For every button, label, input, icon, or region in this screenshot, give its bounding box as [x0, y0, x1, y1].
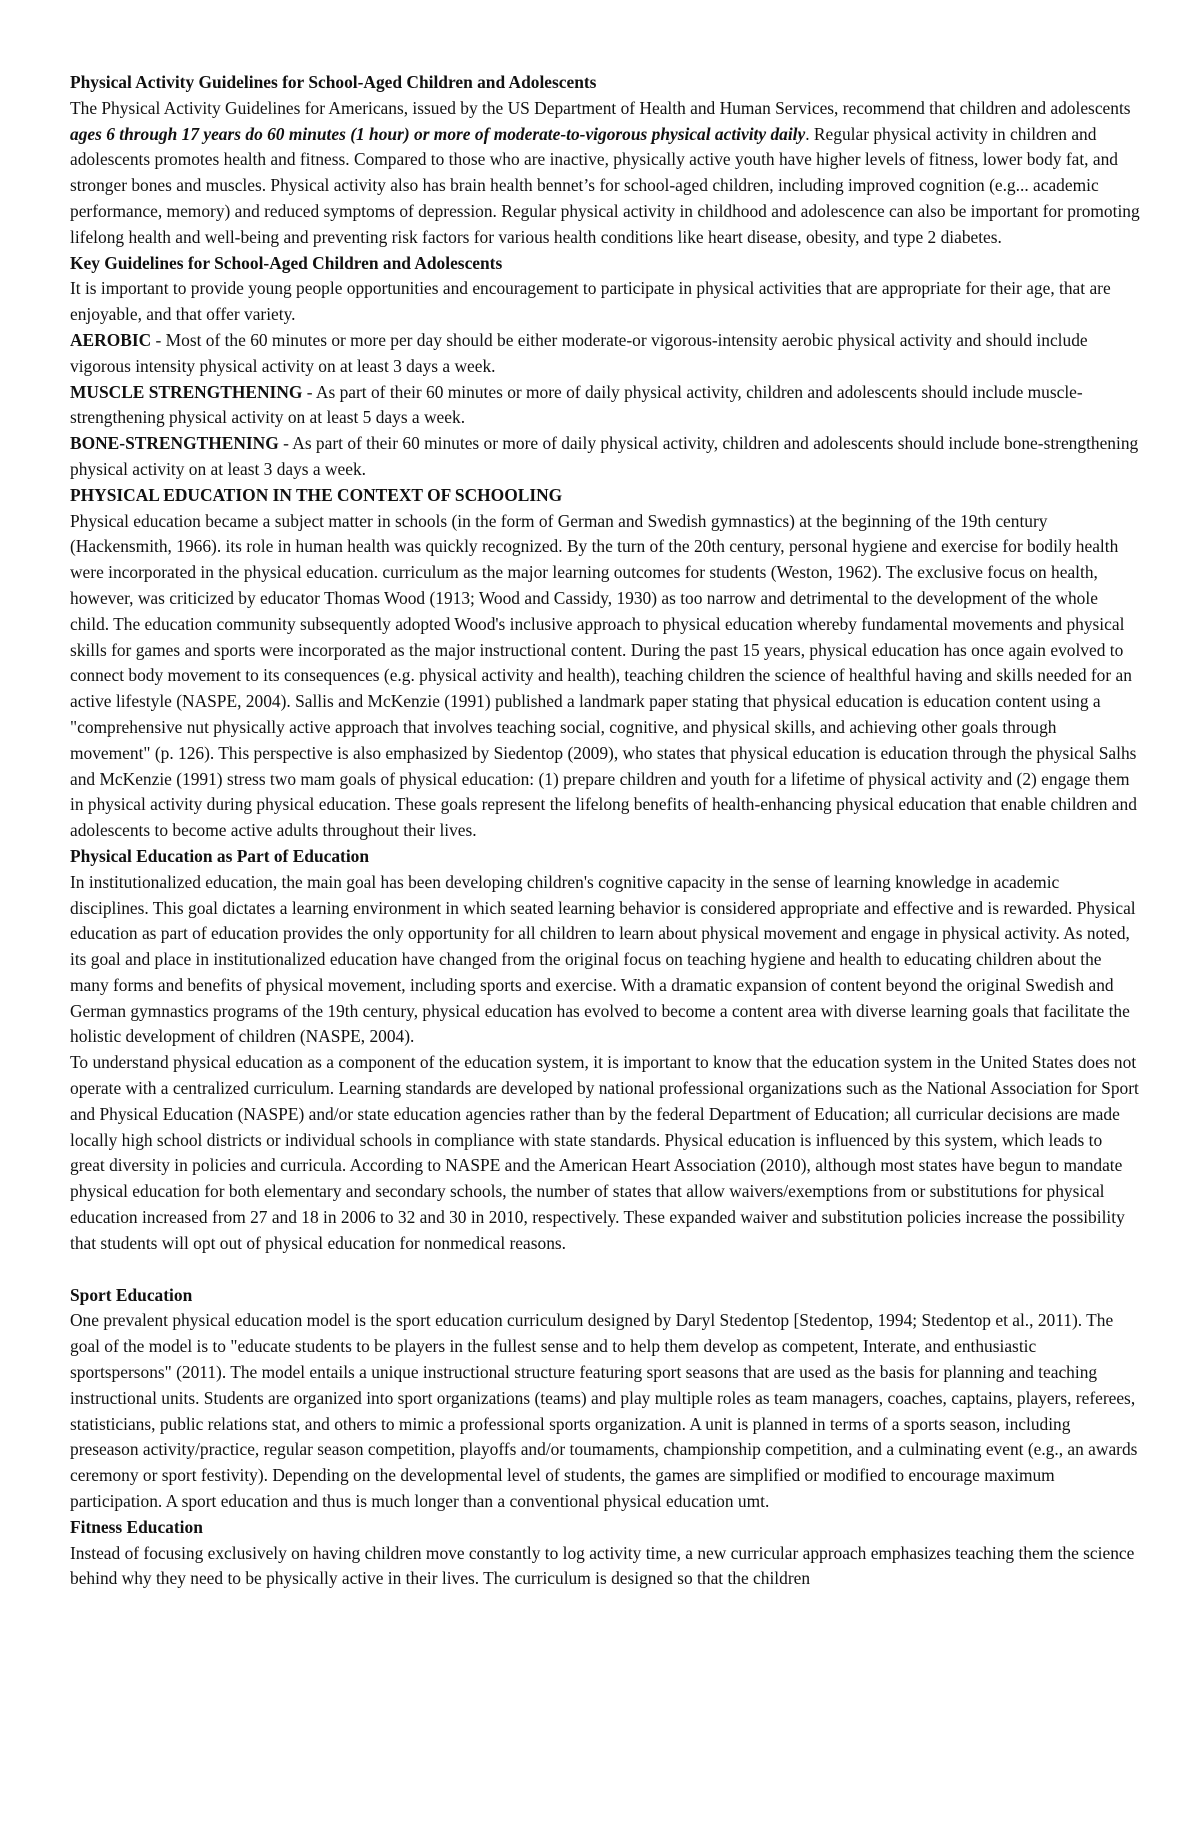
- blank-line: [70, 1257, 1140, 1283]
- section-heading-key-guidelines: Key Guidelines for School-Aged Children and Adolescents: [70, 252, 503, 273]
- paragraph-aerobic: [70, 328, 1140, 380]
- paragraph-guidelines-intro: [70, 96, 1140, 251]
- paragraph-bone: [70, 431, 1140, 483]
- paragraph-fitness-education: Instead of focusing exclusively on having children move constantly to log activity time, a new curricular approach emphasizes teaching them the science behind why they need to be physically active in their lives. The curriculum is designed so that the children: [70, 1542, 1135, 1589]
- paragraph-sport-education: One prevalent physical education model is the sport education curriculum designed by Daryl Stedentop [Stedentop, 1994; Stedentop et al., 2011). The goal of the model is to "educate students to be players in the fullest sense and to help them develop as competent, Interate, and enthusiastic sportspersons" (2011). The model entails a unique instructional structure featuring sport seasons that are used as the basis for planning and teaching instructional units. Students are organized into sport organizations (teams) and play multiple roles as team managers, coaches, captains, players, referees, statisticians, public relations stat, and others to mimic a professional sports organization. A unit is planned in terms of a sports season, including preseason activity/practice, regular season competition, playoffs and/or toumaments, championship competition, and a culminating event (e.g., an awards ceremony or sport festivity). Depending on the developmental level of students, the games are simplified or modified to encourage maximum participation. A sport education and thus is much longer than a conventional physical education umt.: [70, 1310, 1138, 1512]
- paragraph-muscle: [70, 380, 1140, 432]
- text-run: - As part of their 60 minutes or more of daily physical activity, children and adolescents should include bone-strengthening physical activity on at least 3 days a week.: [70, 433, 1139, 479]
- section-heading-fitness-education: Fitness Education: [70, 1516, 203, 1537]
- text-run: - Most of the 60 minutes or more per day should be either moderate-or vigorous-intensity aerobic physical activity and should include vigorous intensity physical activity on at least 3 days a week.: [70, 329, 1088, 376]
- paragraph-pe-part-2: To understand physical education as a component of the education system, it is important to know that the education system in the United States does not operate with a centralized curriculum. Learning standards are developed by national professional organizations such as the National Association for Sport and Physical Education (NASPE) and/or state education agencies rather than by the federal Department of Education; all curricular decisions are made locally high school districts or individual schools in compliance with state standards. Physical education is influenced by this system, which leads to great diversity in policies and curricula. According to NASPE and the American Heart Association (2010), although most states have begun to mandate physical education for both elementary and secondary schools, the number of states that allow waivers/exemptions from or substitutions for physical education increased from 27 and 18 in 2006 to 32 and 30 in 2010, respectively. These expanded waiver and substitution policies increase the possibility that students will opt out of physical education for nonmedical reasons.: [70, 1052, 1139, 1253]
- paragraph-pe-context: Physical education became a subject matter in schools (in the form of German and Swedish gymnastics) at the beginning of the 19th century (Hackensmith, 1966). its role in human health was quickly recognized. By the turn of the 20th century, personal hygiene and exercise for bodily health were incorporated in the physical education. curriculum as the major learning outcomes for students (Weston, 1962). The exclusive focus on health, however, was criticized by educator Thomas Wood (1913; Wood and Cassidy, 1930) as too narrow and detrimental to the development of the whole child. The education community subsequently adopted Wood's inclusive approach to physical education whereby fundamental movements and physical skills for games and sports were incorporated as the major instructional content. During the past 15 years, physical education has once again evolved to connect body movement to its consequences (e.g. physical activity and health), teaching children the science of healthful having and skills needed for an active lifestyle (NASPE, 2004). Sallis and McKenzie (1991) published a landmark paper stating that physical education is education content using a "comprehensive nut physically active approach that involves teaching social, cognitive, and physical skills, and achieving other goals through movement" (p. 126). This perspective is also emphasized by Siedentop (2009), who states that physical education is education through the physical Salhs and McKenzie (1991) stress two mam goals of physical education: (1) prepare children and youth for a lifetime of physical activity and (2) engage them in physical activity during physical education. These goals represent the lifelong benefits of health-enhancing physical education that enable children and adolescents to become active adults throughout their lives.: [70, 510, 1137, 841]
- lead-label-aerobic: AEROBIC: [70, 329, 152, 350]
- text-run: . Regular physical activity in children and adolescents promotes health and fitness. Compared to those who are inactive, physically active youth have higher levels of fitness, lower body fat, and stronger bones and muscles. Physical activity also has brain health bennet’s for school-aged children, including improved cognition (e.g... academic performance, memory) and reduced symptoms of depression. Regular physical activity in childhood and adolescence can also be important for promoting lifelong health and well-being and preventing risk factors for various health conditions like heart disease, obesity, and type 2 diabetes.: [70, 123, 1140, 247]
- lead-label-muscle: MUSCLE STRENGTHENING: [70, 381, 303, 402]
- text-run: The Physical Activity Guidelines for Americans, issued by the US Department of Health and Human Services, recommend that children and adolescents: [70, 97, 1131, 118]
- section-heading-guidelines: Physical Activity Guidelines for School-Aged Children and Adolescents: [70, 72, 597, 92]
- paragraph-pe-part-1: In institutionalized education, the main goal has been developing children's cognitive capacity in the sense of learning knowledge in academic disciplines. This goal dictates a learning environment in which seated learning behavior is considered appropriate and effective and is rewarded. Physical education as part of education provides the only opportunity for all children to learn about physical movement and engage in physical activity. As noted, its goal and place in institutionalized education have changed from the original focus on teaching hygiene and health to educating children about the many forms and benefits of physical movement, including sports and exercise. With a dramatic expansion of content beyond the original Swedish and German gymnastics programs of the 19th century, physical education has evolved to become a content area with diverse learning goals that facilitate the holistic development of children (NASPE, 2004).: [70, 871, 1136, 1047]
- paragraph-key-guidelines: It is important to provide young people opportunities and encouragement to participate in physical activities that are appropriate for their age, that are enjoyable, and that offer variety.: [70, 278, 1111, 325]
- section-heading-pe-context: PHYSICAL EDUCATION IN THE CONTEXT OF SCHOOLING: [70, 484, 563, 505]
- emphasized-text: ages 6 through 17 years do 60 minutes (1 hour) or more of moderate-to-vigorous physical activity daily: [70, 123, 806, 144]
- text-run: - As part of their 60 minutes or more of daily physical activity, children and adolescents should include muscle-strengthening physical activity on at least 5 days a week.: [70, 381, 1083, 428]
- section-heading-sport-education: Sport Education: [70, 1284, 193, 1305]
- lead-label-bone: BONE-STRENGTHENING: [70, 433, 279, 454]
- section-heading-pe-part: Physical Education as Part of Education: [70, 845, 370, 866]
